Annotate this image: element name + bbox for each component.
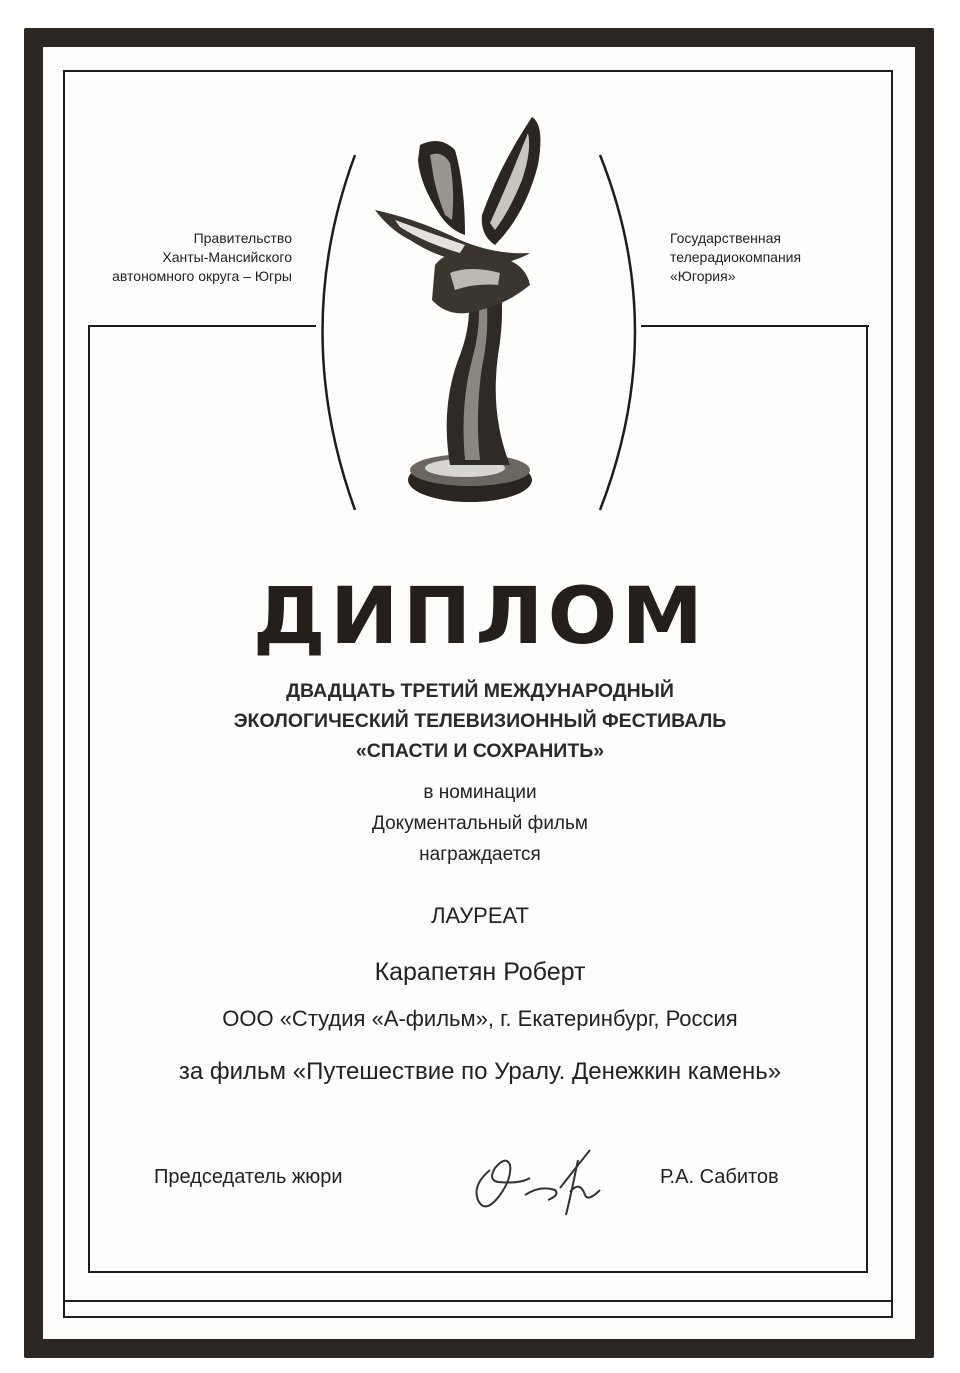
festival-line: ЭКОЛОГИЧЕСКИЙ ТЕЛЕВИЗИОННЫЙ ФЕСТИВАЛЬ: [233, 710, 727, 732]
festival-name: [0, 676, 960, 766]
issuer-right-line: Государственная: [670, 230, 782, 246]
signatory-role: Председатель жюри: [154, 1166, 343, 1188]
bird-statuette-icon: [300, 105, 660, 525]
recipient-name: Карапетян Роберт: [374, 958, 586, 986]
nomination-line: Документальный фильм: [372, 813, 588, 834]
nomination-line: награждается: [419, 844, 541, 865]
issuer-left-line: Ханты-Мансийского: [162, 249, 292, 265]
festival-line: «СПАСТИ И СОХРАНИТЬ»: [355, 740, 605, 762]
issuer-left-line: Правительство: [193, 230, 292, 246]
issuer-left-line: автономного округа – Югры: [112, 268, 292, 284]
issuer-right-line: телерадиокомпания: [670, 249, 802, 265]
signature-icon: [460, 1140, 630, 1230]
nomination-line: в номинации: [423, 782, 537, 803]
frame-top-left-segment: [88, 325, 316, 327]
diploma-title: ДИПЛОМ: [252, 572, 708, 662]
film-title: за фильм «Путешествие по Уралу. Денежкин камень»: [178, 1058, 782, 1085]
signatory-name: Р.А. Сабитов: [660, 1166, 779, 1188]
recipient-company: ООО «Студия «А-фильм», г. Екатеринбург, Россия: [222, 1006, 738, 1031]
nomination-block: [0, 777, 960, 870]
frame-top-right-segment: [641, 325, 869, 327]
issuer-left: [112, 229, 292, 286]
award-title: ЛАУРЕАТ: [431, 903, 529, 928]
festival-line: ДВАДЦАТЬ ТРЕТИЙ МЕЖДУНАРОДНЫЙ: [286, 680, 674, 702]
issuer-right: [670, 229, 801, 286]
issuer-right-line: «Югория»: [670, 268, 736, 284]
